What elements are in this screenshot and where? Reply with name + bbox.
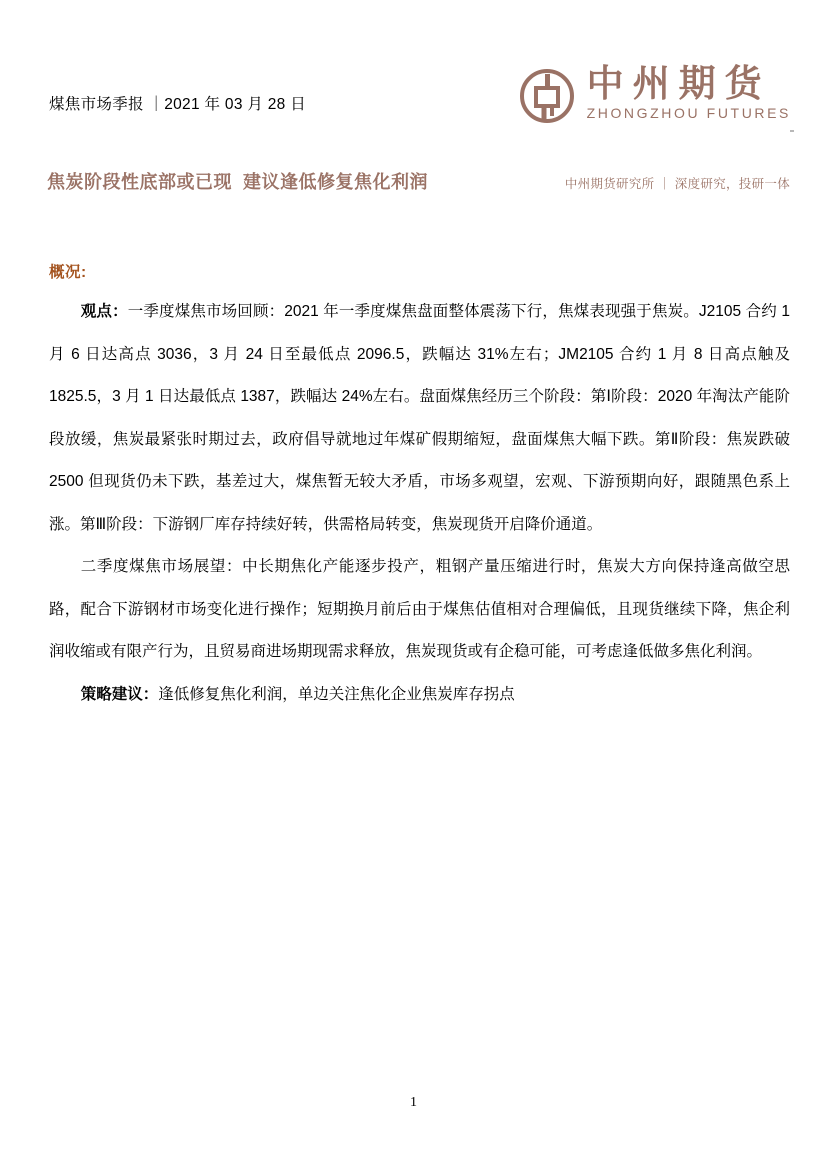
overview-paragraph: 观点：一季度煤焦市场回顾：2021 年一季度煤焦盘面整体震荡下行，焦煤表现强于焦炭。J2105 合约 1 月 6 日达高点 3036，3 月 24 日至最低点 2096.5，跌幅达 31%左右；JM2105 合约 1 月 8 日高点触及 1825.5，3 月 1 日达最低点 1387，跌幅达 24%左右。盘面煤焦经历三个阶段：第Ⅰ阶段：2020 年淘汰产能阶段放缓，焦炭最紧张时期过去，政府倡导就地过年煤矿假期缩短，盘面煤焦大幅下跌。第Ⅱ阶段：焦炭跌破 2500 但现货仍未下跌，基差过大，煤焦暂无较大矛盾，市场多观望，宏观、下游预期向好，跟随黑色系上涨。第Ⅲ阶段：下游钢厂库存持续好转，供需格局转变，焦炭现货开启降价通道。 [49, 303, 790, 533]
paragraph-lead: 观点： [80, 303, 128, 320]
overview-paragraphs [49, 291, 790, 716]
logo-name-cn: 中州期货 [586, 62, 771, 104]
report-meta: 煤焦市场季报 ｜2021 年 03 月 28 日 [49, 96, 307, 113]
zhongzhou-coin-icon [519, 68, 575, 124]
overview-heading: 概况: [49, 264, 87, 281]
page-title: 焦炭阶段性底部或已现 建议逢低修复焦化利润 [47, 172, 428, 192]
paragraph-lead: 策略建议： [80, 685, 159, 703]
logo-name-en: ZHONGZHOU FUTURES [586, 105, 791, 122]
page-number: 1 [410, 1095, 417, 1110]
overview-paragraph: 二季度煤焦市场展望：中长期焦化产能逐步投产，粗钢产量压缩进行时，焦炭大方向保持逢高做空思路，配合下游钢材市场变化进行操作；短期换月前后由于煤焦估值相对合理偏低，且现货继续下降，焦企利润收缩或有限产行为，且贸易商进场期现需求释放，焦炭现货或有企稳可能，可考虑逢低做多焦化利润。 [49, 558, 790, 660]
research-institute-tagline: 中州期货研究所 ｜ 深度研究，投研一体 [564, 177, 790, 191]
company-logo [519, 62, 791, 124]
overview-paragraph: 策略建议：逢低修复焦化利润，单边关注焦化企业焦炭库存拐点 [80, 685, 515, 703]
title-row [47, 168, 790, 194]
stray-mark [790, 130, 794, 132]
logo-text [586, 62, 791, 122]
